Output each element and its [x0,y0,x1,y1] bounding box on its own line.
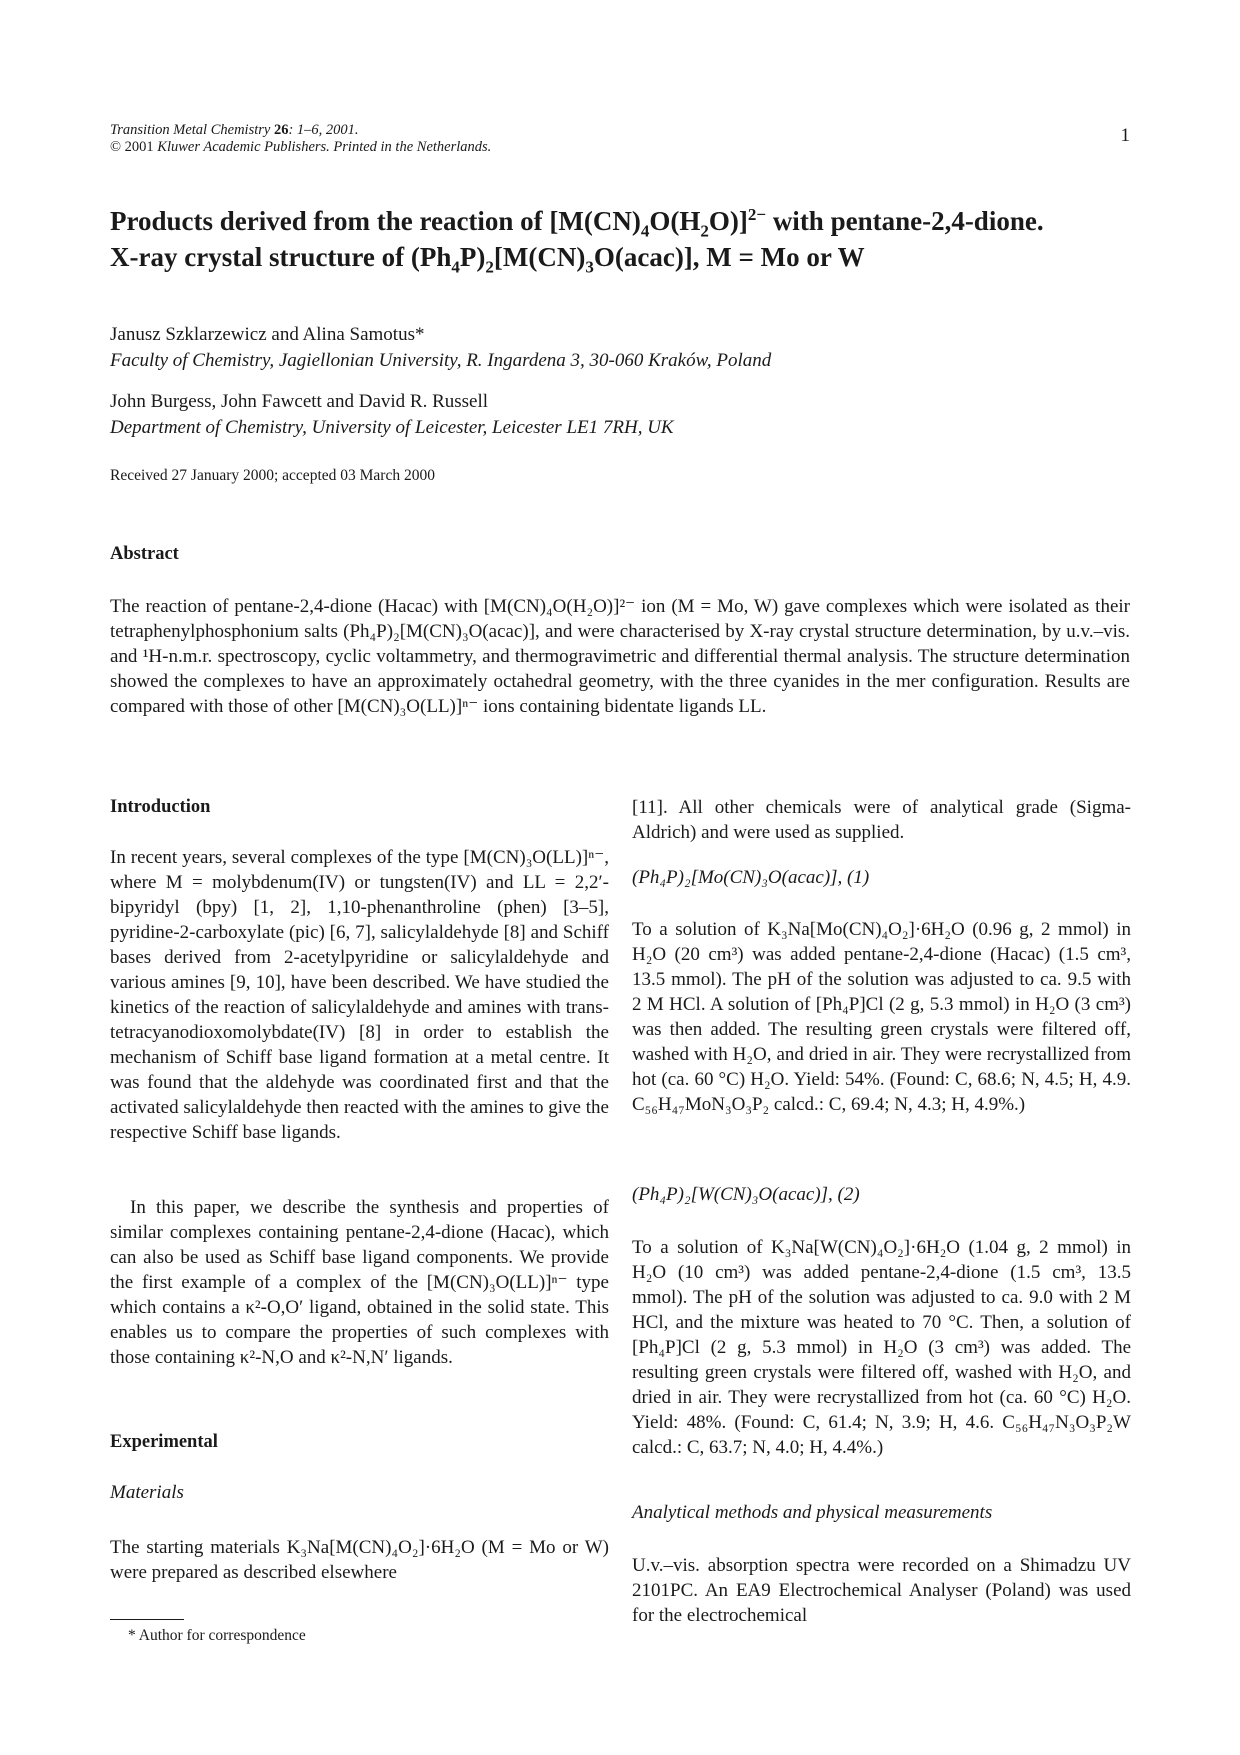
journal-header [110,122,1140,156]
introduction-heading: Introduction [110,797,211,817]
compound-1-heading: (Ph₄P)₂[Mo(CN)₃O(acac)], (1) [632,867,870,888]
author-group-1 [110,322,1140,374]
author-group-2 [110,389,1140,441]
publisher: Kluwer Academic Publishers. Printed in the Netherlands. [157,139,492,155]
abstract-heading: Abstract [110,544,179,564]
compound-1-text: To a solution of K₃Na[Mo(CN)₄O₂]·6H₂O (0.96 g, 2 mmol) in H₂O (20 cm³) was added pentane-2,4-dione (Hacac) (1.5 cm³, 13.5 mmol). The pH of the solution was adjusted to ca. 9.5 with 2 M HCl. A solution of [Ph₄P]Cl (2 g, 5.3 mmol) in H₂O (3 cm³) was then added. The resulting green crystals were filtered off, washed with H₂O, and dried in air. They were recrystallized from hot (ca. 60 °C) H₂O. Yield: 54%. (Found: C, 68.6; N, 4.5; H, 4.9. C₅₆H₄₇MoN₃O₃P₂ calcd.: C, 69.4; N, 4.3; H, 4.9%.) [632,919,1131,1115]
author-affiliation: Department of Chemistry, University of Leicester, Leicester LE1 7RH, UK [110,417,674,438]
materials-text: The starting materials K₃Na[M(CN)₄O₂]·6H₂O (M = Mo or W) were prepared as described elsewhere [110,1537,609,1583]
introduction-paragraph-1: In recent years, several complexes of the type [M(CN)₃O(LL)]ⁿ⁻, where M = molybdenum(IV) or tungsten(IV) and LL = 2,2′-bipyridyl (bpy) [1, 2], 1,10-phenanthroline (phen) [3–5], pyridine-2-carboxylate (pic) [6, 7], salicylaldehyde [8] and Schiff bases derived from 2-acetylpyridine or salicylaldehyde and various amines [9, 10], have been described. We have studied the kinetics of the reaction of salicylaldehyde and amines with trans-tetracyanodioxomolybdate(IV) [8] in order to establish the mechanism of Schiff base ligand formation at a metal centre. It was found that the aldehyde was coordinated first and that the activated salicylaldehyde then reacted with the amines to give the respective Schiff base ligands. [110,847,609,1143]
received-dates: Received 27 January 2000; accepted 03 March 2000 [110,467,435,484]
introduction-paragraph-2: In this paper, we describe the synthesis and properties of similar complexes containing pentane-2,4-dione (Hacac), which can also be used as Schiff base ligand components. We provide the first example of a complex of the [M(CN)₃O(LL)]ⁿ⁻ type which contains a κ²-O,O′ ligand, obtained in the solid state. This enables us to compare the properties of such complexes with those containing κ²-N,O and κ²-N,N′ ligands. [110,1197,609,1368]
paper-title: Products derived from the reaction of $[M(CN)_4O(H_2O)]^{2-}$ with pentane-2,4-dione. X-ray crystal structure of $(Ph_4P)_2[M(CN)_3O(acac)]$, M = Mo or W [110,205,1044,277]
compound-2-heading: (Ph₄P)₂[W(CN)₃O(acac)], (2) [632,1184,860,1205]
compound-2-text: To a solution of K₃Na[W(CN)₄O₂]·6H₂O (1.04 g, 2 mmol) in H₂O (10 cm³) was added pentane-2,4-dione (1.5 cm³, 13.5 mmol). The pH of the solution was adjusted to ca. 9.0 with 2 M HCl, and the mixture was heated to 70 °C. Then, a solution of [Ph₄P]Cl (2 g, 5.3 mmol) in H₂O (3 cm³) was added. The resulting green crystals were filtered off, washed with H₂O, and dried in air. They were recrystallized from hot (ca. 60 °C) H₂O. Yield: 48%. (Found: C, 61.4; N, 3.9; H, 4.6. C₅₆H₄₇N₃O₃P₂W calcd.: C, 63.7; N, 4.0; H, 4.4%.) [632,1237,1131,1458]
continued-text: [11]. All other chemicals were of analytical grade (Sigma-Aldrich) and were used as supplied. [632,797,1131,843]
author-names: John Burgess, John Fawcett and David R. Russell [110,391,489,412]
page-number: 1 [1120,125,1130,146]
methods-text: U.v.–vis. absorption spectra were recorded on a Shimadzu UV 2101PC. An EA9 Electrochemical Analyser (Poland) was used for the electrochemical [632,1555,1131,1626]
journal-volume: 26 [273,122,289,138]
journal-name: Transition Metal Chemistry [110,122,271,138]
journal-pages-year: : 1–6, 2001. [288,122,359,138]
author-names: Janusz Szklarzewicz and Alina Samotus* [110,324,425,345]
methods-heading: Analytical methods and physical measurements [632,1502,993,1523]
materials-heading: Materials [110,1482,184,1503]
copyright: © 2001 [110,139,154,155]
experimental-heading: Experimental [110,1432,218,1452]
footnote: * Author for correspondence [128,1627,306,1644]
footnote-rule [110,1619,184,1620]
author-affiliation: Faculty of Chemistry, Jagiellonian University, R. Ingardena 3, 30-060 Kraków, Poland [110,350,772,371]
abstract-text: The reaction of pentane-2,4-dione (Hacac) with [M(CN)₄O(H₂O)]²⁻ ion (M = Mo, W) gave complexes which were isolated as their tetraphenylphosphonium salts (Ph₄P)₂[M(CN)₃O(acac)], and were characterised by X-ray crystal structure determination, by u.v.–vis. and ¹H-n.m.r. spectroscopy, cyclic voltammetry, and thermogravimetric and differential thermal analysis. The structure determination showed the complexes to have an approximately octahedral geometry, with the three cyanides in the mer configuration. Results are compared with those of other [M(CN)₃O(LL)]ⁿ⁻ ions containing bidentate ligands LL. [110,596,1130,717]
